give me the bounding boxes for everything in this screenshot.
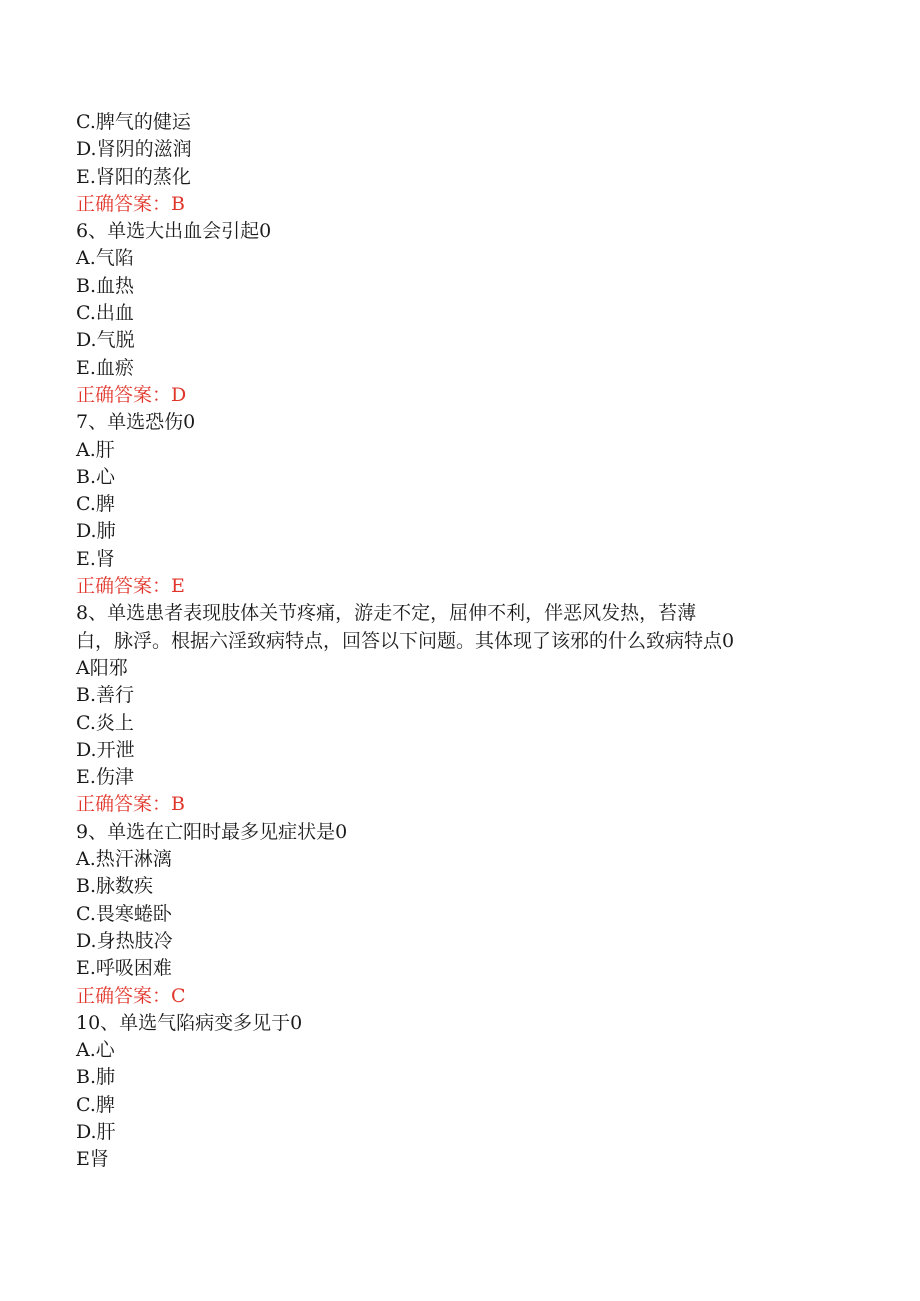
option-line: C.脾 bbox=[76, 1093, 115, 1116]
document-page bbox=[76, 109, 856, 1174]
option-line: E肾 bbox=[76, 1148, 109, 1171]
correct-answer: 正确答案：C bbox=[76, 984, 186, 1007]
question-title: 8、单选患者表现肢体关节疼痛，游走不定，屈伸不利，伴恶风发热，苔薄 bbox=[76, 602, 697, 625]
option-line: D.气脱 bbox=[76, 329, 135, 352]
correct-answer: 正确答案：B bbox=[76, 793, 185, 816]
option-line: C.畏寒蜷卧 bbox=[76, 902, 172, 925]
option-line: E.肾 bbox=[76, 547, 115, 570]
option-line: C.炎上 bbox=[76, 711, 134, 734]
option-line: D.肝 bbox=[76, 1120, 116, 1143]
correct-answer: 正确答案：B bbox=[76, 192, 185, 215]
option-line: C.出血 bbox=[76, 302, 134, 325]
option-line: B.肺 bbox=[76, 1066, 116, 1089]
option-line: B.血热 bbox=[76, 274, 135, 297]
question-title: 9、单选在亡阳时最多见症状是0 bbox=[76, 820, 348, 843]
option-line: A.肝 bbox=[76, 438, 115, 461]
option-line: D.身热肢冷 bbox=[76, 929, 173, 952]
option-line: B.心 bbox=[76, 465, 116, 488]
option-line: E.伤津 bbox=[76, 766, 134, 789]
option-line: B.善行 bbox=[76, 684, 135, 707]
option-line: D.肾阴的滋润 bbox=[76, 138, 192, 161]
option-line: A阳邪 bbox=[76, 656, 128, 679]
option-line: A.心 bbox=[76, 1039, 115, 1062]
option-line: B.脉数疾 bbox=[76, 875, 154, 898]
correct-answer: 正确答案：E bbox=[76, 575, 185, 598]
correct-answer: 正确答案：D bbox=[76, 383, 187, 406]
option-line: E.血瘀 bbox=[76, 356, 134, 379]
question-title: 10、单选气陷病变多见于0 bbox=[76, 1011, 303, 1034]
option-line: D.肺 bbox=[76, 520, 116, 543]
option-line: E.肾阳的蒸化 bbox=[76, 165, 191, 188]
question-title: 7、单选恐伤0 bbox=[76, 411, 196, 434]
option-line: D.开泄 bbox=[76, 738, 135, 761]
option-line: A.气陷 bbox=[76, 247, 134, 270]
option-line: A.热汗淋漓 bbox=[76, 848, 172, 871]
option-line: C.脾气的健运 bbox=[76, 111, 191, 133]
question-title-continued: 白，脉浮。根据六淫致病特点，回答以下问题。其体现了该邪的什么致病特点0 bbox=[76, 629, 735, 652]
option-line: E.呼吸困难 bbox=[76, 957, 172, 980]
question-title: 6、单选大出血会引起0 bbox=[76, 220, 272, 243]
option-line: C.脾 bbox=[76, 493, 115, 516]
